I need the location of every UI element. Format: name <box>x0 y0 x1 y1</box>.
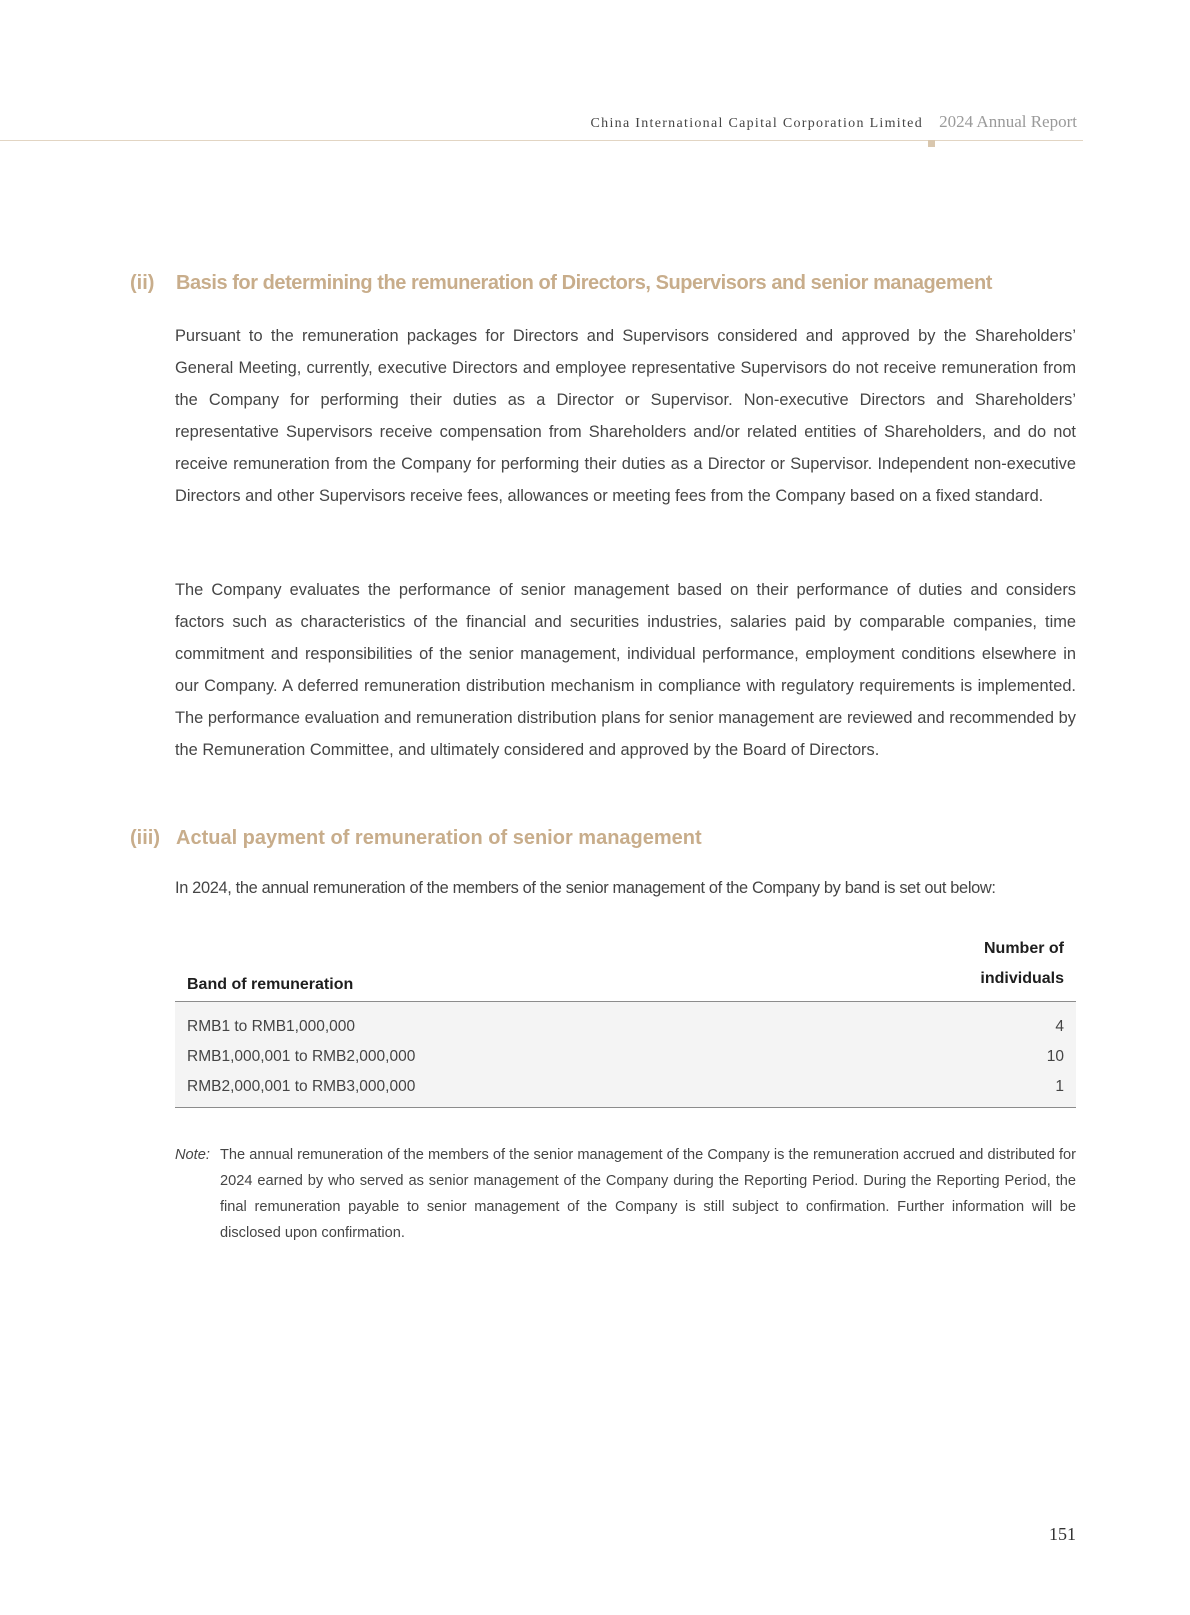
column-header-count-line1: Number of <box>984 940 1064 957</box>
cell-band: RMB2,000,001 to RMB3,000,000 <box>187 1078 416 1095</box>
header-divider <box>0 140 1083 141</box>
column-header-count <box>980 934 1064 994</box>
header-report-title: 2024 Annual Report <box>939 112 1077 131</box>
cell-count: 1 <box>1055 1078 1064 1095</box>
column-header-count-line2: individuals <box>980 970 1064 987</box>
section-number: (ii) <box>130 272 155 294</box>
section-title: Basis for determining the remuneration of Directors, Supervisors and senior management <box>176 272 992 294</box>
header-company-name: China International Capital Corporation Limited <box>590 116 923 131</box>
cell-band: RMB1 to RMB1,000,000 <box>187 1018 356 1035</box>
cell-count: 4 <box>1055 1018 1064 1035</box>
section-heading-iii <box>130 827 702 850</box>
table-body <box>175 1002 1076 1108</box>
section-heading-ii <box>130 272 992 295</box>
section-number: (iii) <box>130 827 160 849</box>
cell-band: RMB1,000,001 to RMB2,000,000 <box>187 1048 416 1065</box>
remuneration-band-table <box>175 935 1076 1108</box>
table-row <box>175 1042 1076 1072</box>
page-header <box>0 112 1083 142</box>
note-label: Note: <box>175 1147 210 1163</box>
note-text: The annual remuneration of the members of the senior management of the Company is the remuneration accrued and distributed for 2024 earned by who served as senior management of the Company during the Reporting Period. During the Reporting Period, the final remuneration payable to senior management of the Company is still subject to confirmation. Further information will be disclosed upon confirmation. <box>220 1147 1076 1241</box>
paragraph-directors-remuneration: Pursuant to the remuneration packages for Directors and Supervisors considered and approved by the Shareholders’ General Meeting, currently, executive Directors and employee representative Supervisors do not receive remuneration from the Company for performing their duties as a Director or Supervisor. Non-executive Directors and Shareholders’ representative Supervisors receive compensation from Shareholders and/or related entities of Shareholders, and do not receive remuneration from the Company for performing their duties as a Director or Supervisor. Independent non-executive Directors and other Supervisors receive fees, allowances or meeting fees from the Company based on a fixed standard. <box>175 327 1076 505</box>
header-marker-square <box>928 140 935 147</box>
paragraph-table-intro: In 2024, the annual remuneration of the members of the senior management of the Company by band is set out below: <box>175 879 996 897</box>
page-number: 151 <box>1049 1524 1076 1544</box>
column-header-band: Band of remuneration <box>187 976 354 993</box>
table-note <box>175 1142 1076 1246</box>
paragraph-senior-management-evaluation: The Company evaluates the performance of senior management based on their performance of duties and considers factors such as characteristics of the financial and securities industries, salaries paid by comparable companies, time commitment and responsibilities of the senior management, individual performance, employment conditions elsewhere in our Company. A deferred remuneration distribution mechanism in compliance with regulatory requirements is implemented. The performance evaluation and remuneration distribution plans for senior management are reviewed and recommended by the Remuneration Committee, and ultimately considered and approved by the Board of Directors. <box>175 581 1076 759</box>
section-title: Actual payment of remuneration of senior management <box>176 827 702 849</box>
cell-count: 10 <box>1046 1048 1064 1065</box>
table-row <box>175 1012 1076 1042</box>
table-row <box>175 1072 1076 1102</box>
table-header <box>175 935 1076 1002</box>
